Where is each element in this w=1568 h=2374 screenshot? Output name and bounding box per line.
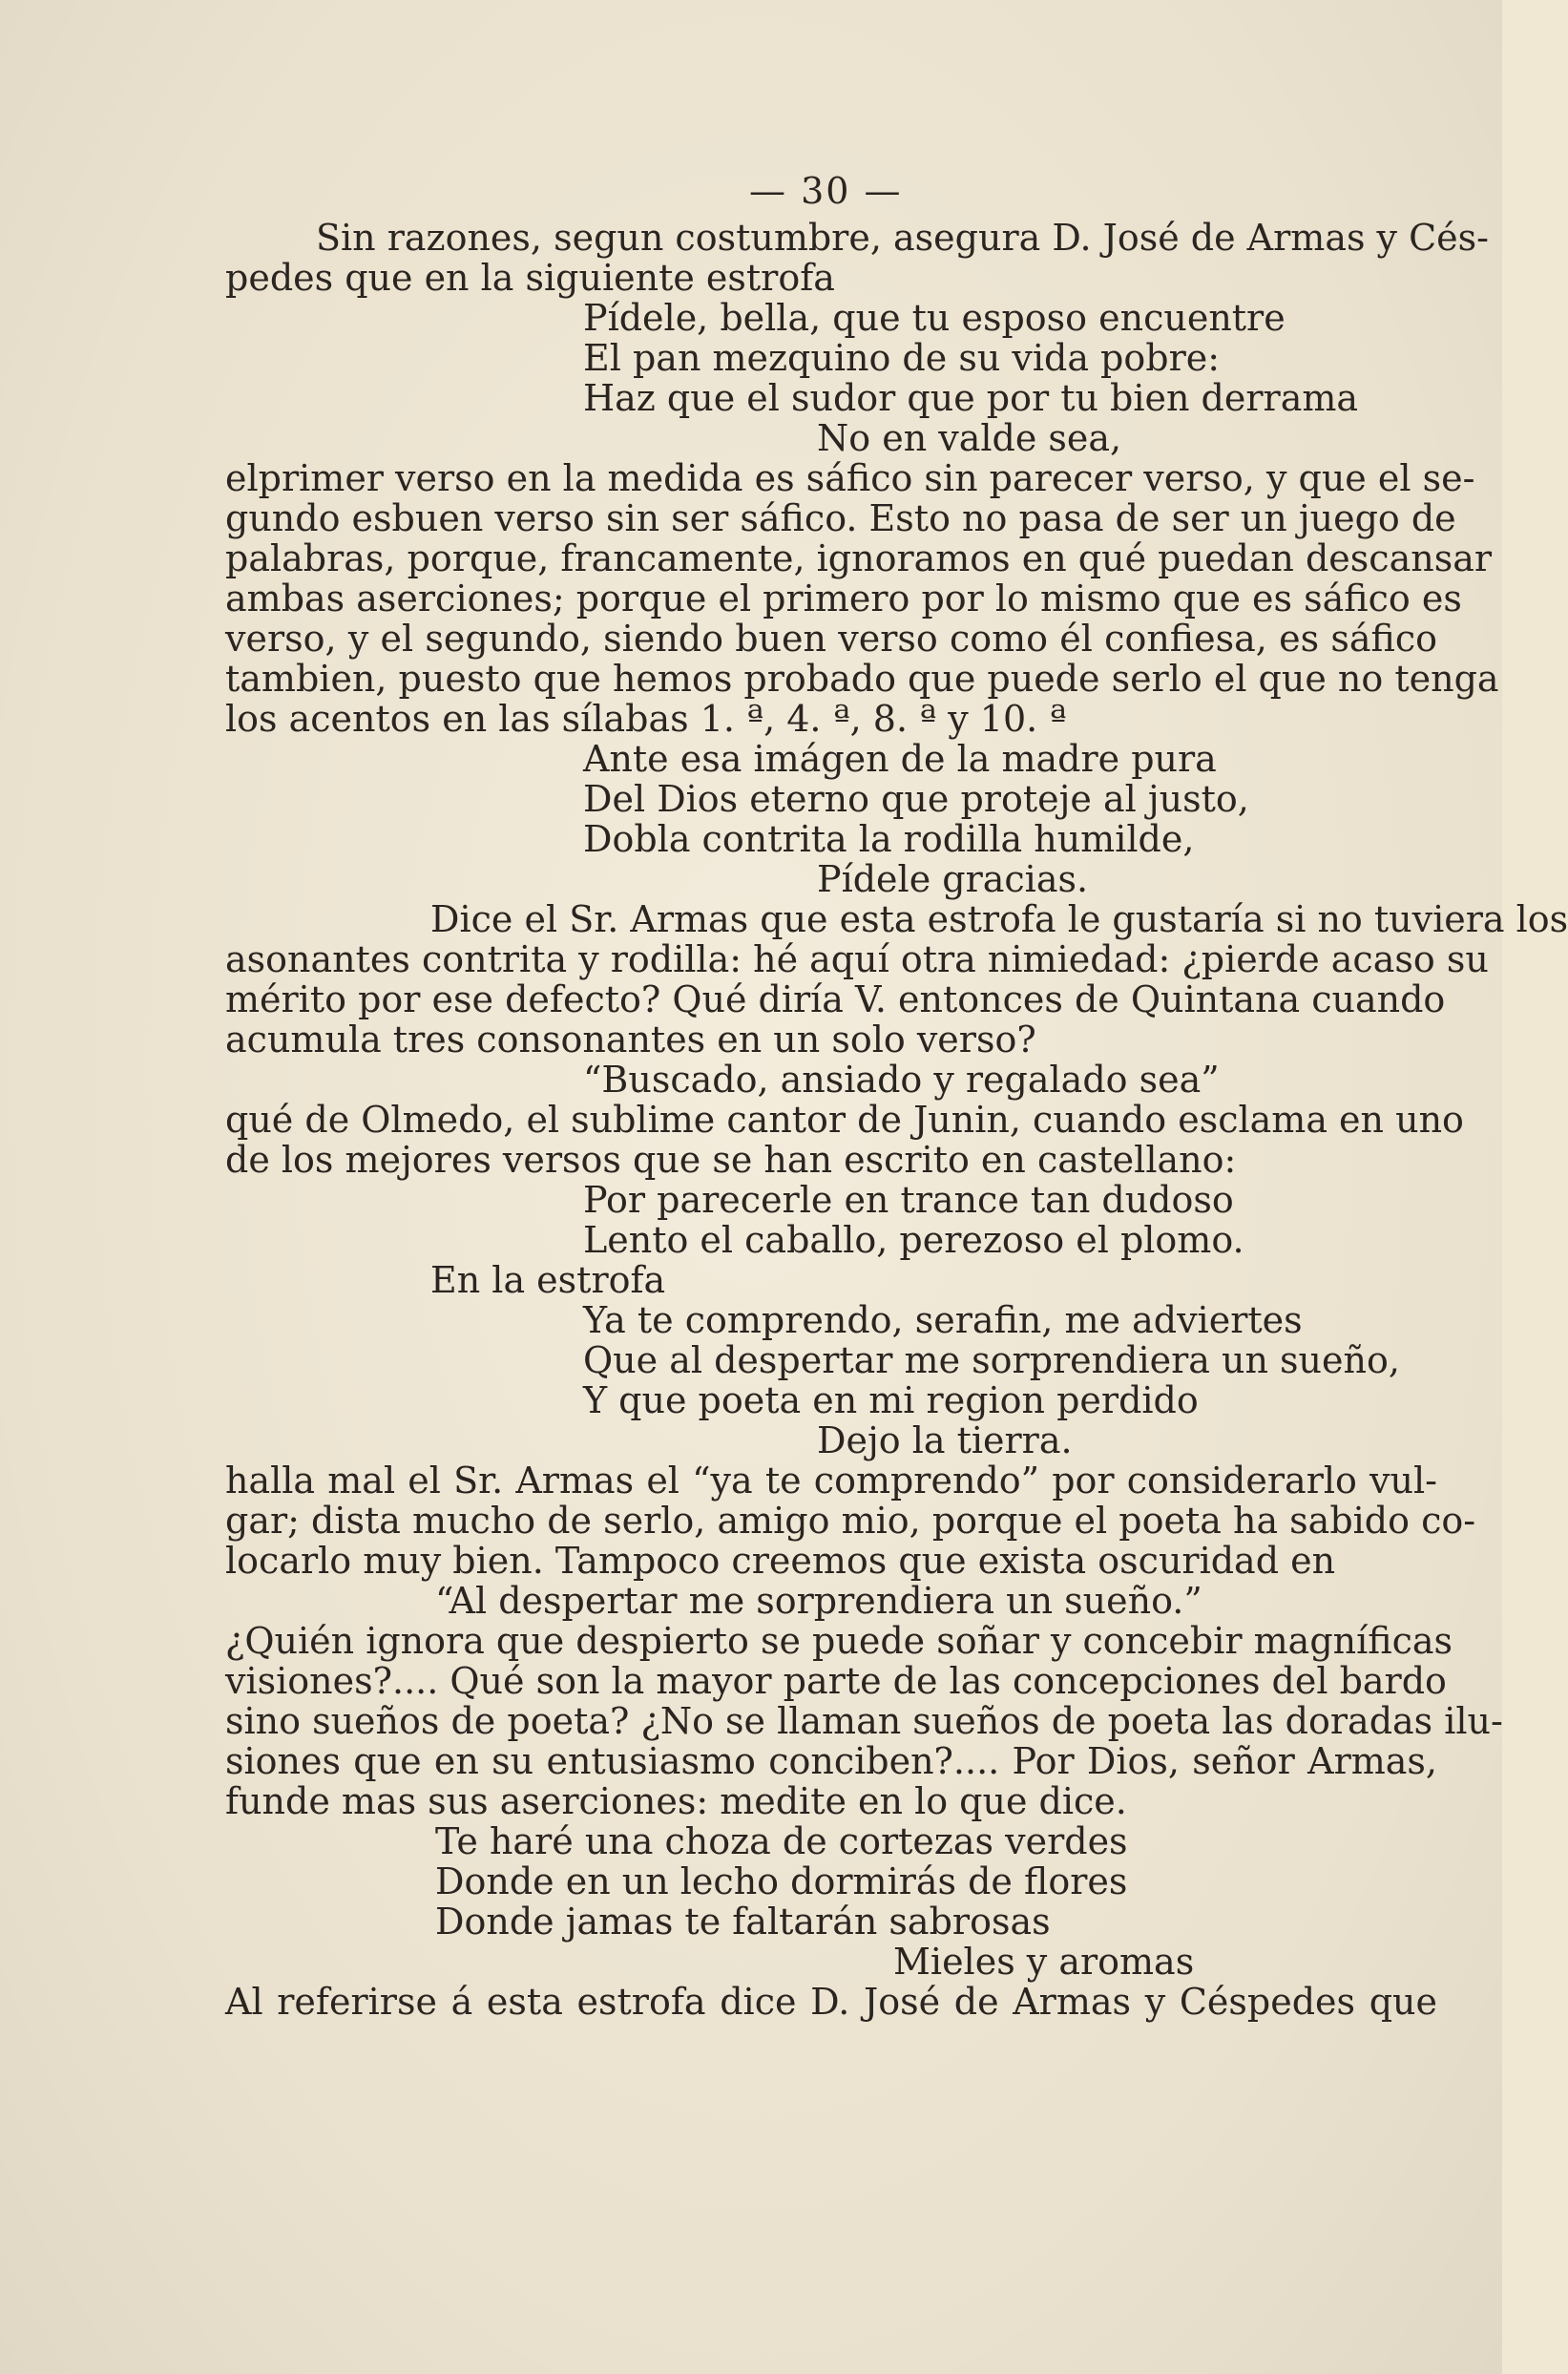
text-line: funde mas sus aserciones: medite en lo que dice. [225,1780,1127,1822]
verse-line: Lento el caballo, perezoso el plomo. [583,1219,1244,1261]
verse-line: Y que poeta en mi region perdido [583,1379,1199,1421]
text-line: pedes que en la siguiente estrofa [225,257,835,299]
verse-line: Haz que el sudor que por tu bien derrama [583,377,1359,419]
text-line: siones que en su entusiasmo conciben?.... Por Dios, señor Armas, [225,1740,1437,1782]
text-line: los acentos en las sílabas 1. ª, 4. ª, 8. ª y 10. ª [225,698,1067,740]
verse-line: El pan mezquino de su vida pobre: [583,337,1221,379]
verse-line: Donde en un lecho dormirás de flores [435,1860,1128,1902]
text-line: En la estrofa [430,1259,666,1301]
verse-line: Te haré una choza de cortezas verdes [435,1820,1128,1862]
verse-line: “Al despertar me sorprendiera un sueño.” [435,1580,1202,1622]
text-line: visiones?.... Qué son la mayor parte de las concepciones del bardo [225,1660,1447,1702]
page-number: — 30 — [749,170,903,212]
text-line: Dice el Sr. Armas que esta estrofa le gustaría si no tuviera los [430,898,1568,940]
verse-line: “Buscado, ansiado y regalado sea” [583,1059,1220,1101]
text-line: locarlo muy bien. Tampoco creemos que exista oscuridad en [225,1540,1336,1582]
text-line: ambas aserciones; porque el primero por lo mismo que es sáfico es [225,578,1462,620]
text-line: Al referirse á esta estrofa dice D. José de Armas y Céspedes que [225,1981,1437,2023]
verse-line: Pídele, bella, que tu esposo encuentre [583,297,1286,339]
text-line: elprimer verso en la medida es sáfico sin parecer verso, y que el se- [225,457,1475,499]
text-line: tambien, puesto que hemos probado que puede serlo el que no tenga [225,658,1499,700]
verse-line: Mieles y aromas [893,1941,1195,1983]
verse-line: Donde jamas te faltarán sabrosas [435,1901,1051,1943]
text-line: asonantes contrita y rodilla: hé aquí otra nimiedad: ¿pierde acaso su [225,938,1489,980]
verse-line: Pídele gracias. [817,858,1089,900]
text-line: mérito por ese defecto? Qué diría V. entonces de Quintana cuando [225,978,1446,1020]
text-line: gundo esbuen verso sin ser sáfico. Esto no pasa de ser un juego de [225,497,1456,539]
text-line: ¿Quién ignora que despierto se puede soñar y concebir magníficas [225,1620,1453,1662]
verse-line: Ante esa imágen de la madre pura [583,738,1217,780]
text-line: verso, y el segundo, siendo buen verso como él confiesa, es sáfico [225,618,1437,660]
verse-line: Que al despertar me sorprendiera un sueño, [583,1339,1400,1381]
text-line: acumula tres consonantes en un solo verso? [225,1019,1036,1061]
verse-line: Del Dios eterno que proteje al justo, [583,778,1249,820]
text-line: sino sueños de poeta? ¿No se llaman sueños de poeta las doradas ilu- [225,1700,1503,1742]
text-line: qué de Olmedo, el sublime cantor de Junin, cuando esclama en uno [225,1099,1464,1141]
verse-line: Dejo la tierra. [817,1419,1073,1461]
verse-line: Por parecerle en trance tan dudoso [583,1179,1234,1221]
text-line: gar; dista mucho de serlo, amigo mio, porque el poeta ha sabido co- [225,1500,1476,1542]
text-line: Sin razones, segun costumbre, asegura D. José de Armas y Cés- [316,217,1490,259]
body-text [225,217,1568,2023]
verse-line: Ya te comprendo, serafin, me adviertes [583,1299,1303,1341]
text-line: palabras, porque, francamente, ignoramos en qué puedan descansar [225,537,1493,579]
text-line: de los mejores versos que se han escrito en castellano: [225,1139,1237,1181]
verse-line: No en valde sea, [817,417,1122,459]
verse-line: Dobla contrita la rodilla humilde, [583,818,1195,860]
text-line: halla mal el Sr. Armas el “ya te comprendo” por considerarlo vul- [225,1460,1437,1502]
